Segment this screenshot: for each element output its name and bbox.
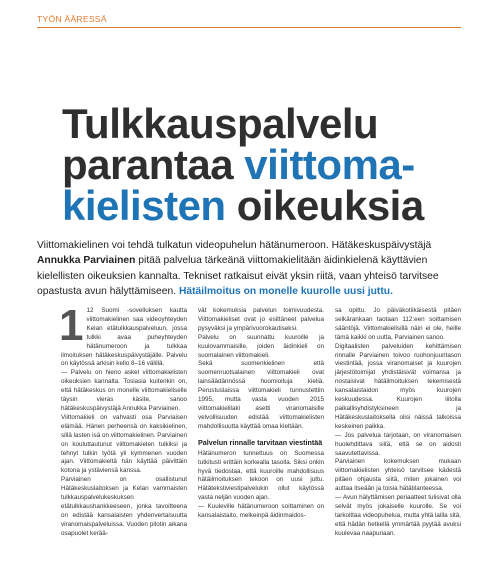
column-1 bbox=[59, 301, 188, 539]
paragraph: — Avun hälyttämisen periaatteet tulisivat olla selvät myös jokaiselle kuurolle. Se voi tarkoittaa videopuhelua, mutta yhtä lailla sitä, että hädän hetkellä ymmärtää pyytää avuksi kuulevaa naapuriaan. bbox=[335, 494, 461, 537]
paragraph: — Kuuleville hätänumeroon soittaminen on kansalaistaito, melkeinpä äidinmaidos- bbox=[198, 503, 324, 520]
section-tag: TYÖN ÄÄRESSÄ bbox=[37, 14, 107, 24]
paragraph: — Jos palvelua tarjotaan, on viranomaisen huolehdittava siitä, että se on aidosti saavutettavissa. bbox=[335, 431, 461, 457]
paragraph: Hätänumeron tunnettuus on Suomessa tutkitusti erittäin korkealla tasolla. Siksi onkin hyvä tiedostaa, että kuuroille mahdollisuus hätäilmoituksen tekoon on uusi juttu. Hätätekstiviestipalvelukin ollut käytössä vasta neljän vuoden ajan. bbox=[198, 449, 324, 502]
paragraph: 12 Suomi -sovelluksen kautta viittomakielinen saa videoyhteyden Kelan etätulkkauspalveluun, jossa tulkki avaa puheyhteyden hätänumeroon ja tulkkaa ilmoituksen hätäkeskuspäivystäjälle. Palvelu on käytössä arkisin kello 8–16 välillä. bbox=[61, 307, 187, 368]
paragraph: Viittomakieli on vahvasti osa Parviaisen elämää. Hänen perheensä on kaksikielinen, sillä lasten isä on viittomakielinen. Parviainen on kouluttautunut viittomakielen tulkiksi ja tehnyt tulkin työtä yli kymmenen vuoden ajan. Viittomakieltä hän käyttää päivittäin kotona ja ystäviensä kanssa. bbox=[61, 413, 188, 475]
paragraph: — Palvelu on hieno askel viittomakielisten oikeuksien kannalta. Tosiasia kuitenkin on, että hätäkeskus on monelle viittomakieliselle täysin vieras käsite, sanoo hätäkeskuspäivystäjä Annukka Parviainen. bbox=[61, 369, 187, 412]
headline bbox=[62, 100, 462, 229]
paragraph: vät kokemuksia palvelun toimivuudesta. Viittomakieliset ovat jo esittäneet palvelua pysyväksi ja ympärivuorokautiseksi. bbox=[198, 307, 324, 332]
ingress-text-1: Viittomakielinen voi tehdä tulkatun videopuhelun hätänumeroon. Hätäkeskuspäivystäjä bbox=[37, 240, 432, 251]
ingress-text-2: pitää palvelua tärkeänä viittomakielitään äidinkielenä käyttävien kielellisten oikeuksien kannalta. Tekniset ratkaisut eivät yksin riitä, vaan yhteisö tarvitsee opastusta avun hälyttämiseen. bbox=[37, 255, 439, 298]
ingress-highlight-link: Hätäilmoitus on monelle kuurolle uusi juttu. bbox=[178, 286, 393, 298]
ingress-person-name: Annukka Parviainen bbox=[37, 255, 136, 267]
headline-line-2-highlight: viittoma- bbox=[244, 141, 415, 188]
headline-line-2-plain: parantaa bbox=[62, 141, 245, 188]
paragraph: Sekä suomenkielinen että suomenruotsalainen viittomakieli ovat lainsäädännössä huomioituja kieliä. Perustuslaissa viittomakieli tunnustettiin 1995, mutta vasta vuoden 2015 viittomakielilaki asetti viranomaisille velvollisuuden edistää viittomakielisten mahdollisuutta käyttää omaa kieltään. bbox=[198, 360, 324, 430]
paragraph: Parviainen on osallistunut Hätäkeskuslaitoksen ja Kelan vammaisten tulkkauspalvelukeskuksen etätulkkaushankkeeseen, jonka tavoitteena on edistää kansalaisten yhdenvertaisuutta viranomaispalveluissa. Vuoden pilotin aikana osapuolet kerää- bbox=[61, 476, 187, 537]
column-2 bbox=[198, 307, 324, 539]
paragraph: Parviainen kokemuksen mukaan viittomakielisten yhteisö tarvitsee kädestä pitäen ohjausta siitä, miten jokainen voi auttaa itseään ja toisia hätätilanteessa. bbox=[335, 458, 461, 493]
ingress bbox=[37, 238, 462, 300]
headline-line-3-plain: oikeuksia bbox=[225, 182, 424, 229]
section-rule bbox=[37, 27, 461, 28]
column-3 bbox=[335, 307, 461, 539]
subheading: Palvelun rinnalle tarvitaan viestintää bbox=[198, 437, 323, 447]
headline-line-1: Tulkkauspalvelu bbox=[62, 100, 379, 147]
paragraph: sa opittu. Jo päiväkotiikäisestä pitäen selkärankaan taotaan 112:een soittamisen sääntöjä. Viittomakielisillä näin ei ole, heille tämä kaikki on uutta, Parviainen sanoo. bbox=[335, 307, 461, 341]
dropcap: 1 bbox=[59, 301, 84, 350]
paragraph: Palvelu on suunnattu kuuroille ja kuulovammaisille, joiden äidinkieli on suomalainen viittomakieli. bbox=[198, 333, 324, 359]
paragraph: Digitaalisten palveluiden kehittämisen rinnalle Parviainen toivoo ruohonjuuritason viestintää, jossa viranomaiset ja kuurojen järjestötoimijat yhdistäisivät voimansa ja nostaisivat hätäilmoituksen tekemisestä kansalaistaidon myös kuurojen keskuudessa. Kuurojen liitolla paikallisyhdistyksineen ja Hätäkeskuslaitoksella olisi näissä talkoissa keskeinen paikka. bbox=[335, 342, 461, 430]
article-columns bbox=[59, 301, 461, 539]
headline-line-3-highlight: kielisten bbox=[62, 182, 226, 229]
